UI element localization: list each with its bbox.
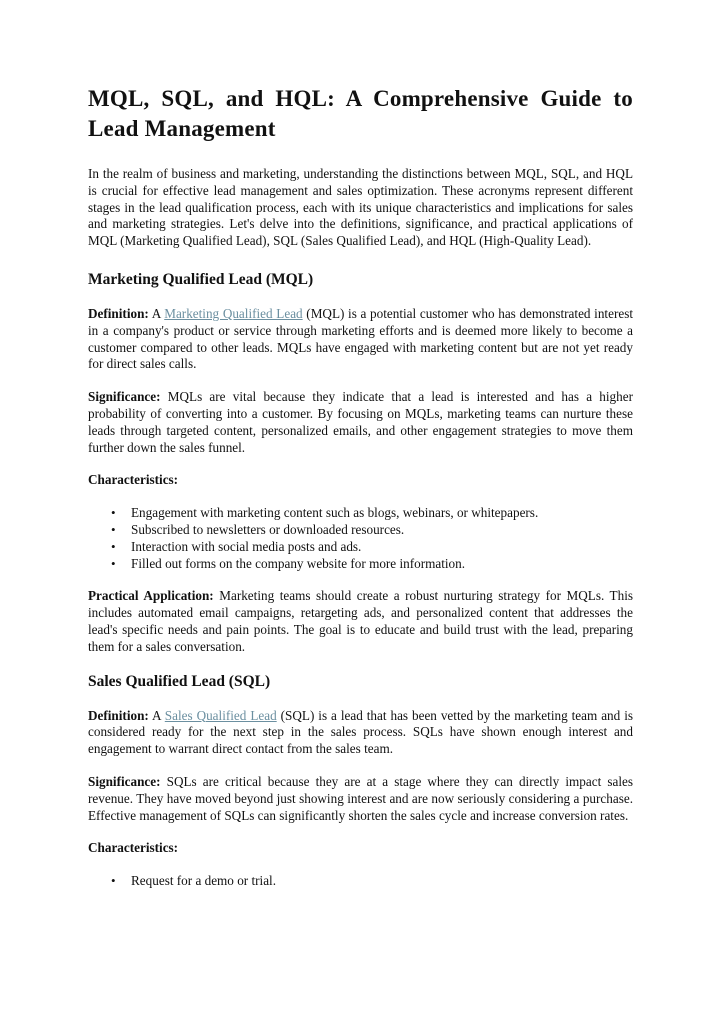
mql-significance [88,389,633,456]
mql-application-label: Practical Application: [88,588,214,604]
list-item-text: Request for a demo or trial. [131,873,277,889]
sql-definition-pre: A [148,707,165,723]
mql-definition-label: Definition: [88,305,149,321]
sql-characteristics-heading [88,840,633,857]
sql-significance [88,774,633,824]
mql-significance-text: MQLs are vital because they indicate that a lead is interested and has a higher probability of converting into a customer. By focusing on MQLs, marketing teams can nurture these leads through targeted content, personalized emails, and other engagement strategies to move them further down the sales funnel. [88,389,633,455]
list-item [111,505,633,522]
mql-application-text: Marketing teams should create a robust nurturing strategy for MQLs. This includes automated email campaigns, retargeting ads, and personalized content that addresses the lead's specific needs and pain points. The goal is to educate and build trust with the lead, preparing them for a sales conversation. [88,588,633,654]
sql-characteristics-list [88,873,633,890]
mql-characteristics-list [88,505,633,572]
sql-definition-text: (SQL) is a lead that has been vetted by the marketing team and is considered ready for the next step in the sales process. SQLs have shown enough interest and engagement to warrant direct contact from the sales team. [88,707,633,757]
bullet-icon: • [111,538,116,554]
list-item [111,521,633,539]
list-item-text: Filled out forms on the company website for more information. [131,555,466,571]
sql-characteristics-label: Characteristics: [88,840,179,856]
list-item [111,873,633,890]
sql-significance-label: Significance: [88,773,161,789]
mql-characteristics-label: Characteristics: [88,472,179,488]
sql-definition-link[interactable]: Sales Qualified Lead [164,707,277,723]
mql-definition-text: (MQL) is a potential customer who has demonstrated interest in a company's product or service through marketing efforts and is deemed more likely to become a customer compared to other leads. MQLs have engaged with marketing content but are not yet ready for direct sales calls. [88,305,633,372]
sql-heading: Sales Qualified Lead (SQL) [88,672,271,690]
list-item-text: Engagement with marketing content such as blogs, webinars, or whitepapers. [131,505,539,521]
list-item [111,538,633,556]
bullet-icon: • [111,505,116,521]
document-title: MQL, SQL, and HQL: A Comprehensive Guide to Lead Management [88,86,633,141]
mql-definition-link[interactable]: Marketing Qualified Lead [164,305,303,321]
mql-definition [88,306,633,373]
mql-practical-application [88,588,633,655]
sql-definition-label: Definition: [88,707,149,723]
bullet-icon: • [111,521,116,537]
sql-section [88,672,633,890]
bullet-icon: • [111,873,116,889]
mql-significance-label: Significance: [88,389,161,405]
intro-paragraph: In the realm of business and marketing, understanding the distinctions between MQL, SQL, and HQL is crucial for effective lead management and sales optimization. These acronyms represent different stages in the lead qualification process, each with its unique characteristics and implications for sales and marketing strategies. Let's delve into the definitions, significance, and practical applications of MQL (Marketing Qualified Lead), SQL (Sales Qualified Lead), and HQL (High-Quality Lead). [88,166,633,249]
list-item-text: Subscribed to newsletters or downloaded resources. [131,521,405,537]
list-item [111,555,633,573]
mql-section [88,270,633,656]
document-page [88,84,633,906]
sql-significance-text: SQLs are critical because they are at a stage where they can directly impact sales revenue. They have moved beyond just showing interest and are now seriously considering a purchase. Effective management of SQLs can significantly shorten the sales cycle and increase conversion rates. [88,773,633,823]
mql-definition-pre: A [148,305,165,321]
bullet-icon: • [111,555,116,571]
sql-definition [88,708,633,758]
mql-characteristics-heading [88,472,633,489]
list-item-text: Interaction with social media posts and ads. [131,538,362,554]
mql-heading: Marketing Qualified Lead (MQL) [88,270,314,288]
